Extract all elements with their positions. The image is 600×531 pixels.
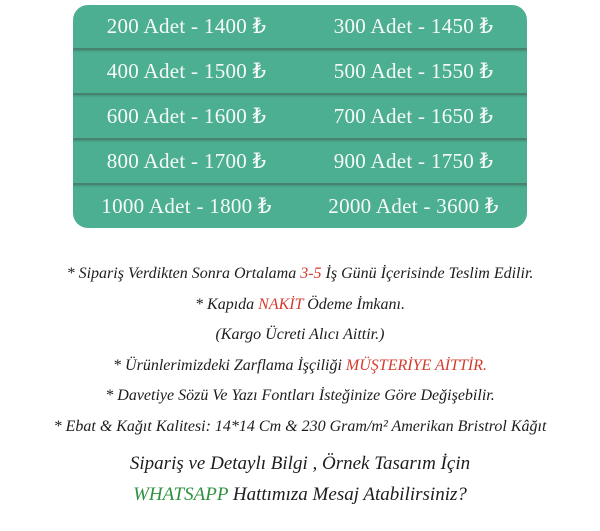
notes-section: [0, 259, 600, 443]
footer-text: Hattımıza Mesaj Atabilirsiniz?: [228, 484, 467, 505]
price-table-row: [73, 138, 527, 183]
price-cell: 900 Adet - 1750 ₺: [333, 149, 494, 173]
price-cell: 2000 Adet - 3600 ₺: [328, 194, 499, 218]
price-cell: 600 Adet - 1600 ₺: [106, 104, 267, 128]
note-highlight-red: NAKİT: [258, 295, 304, 313]
note-highlight-red: MÜŞTERİYE AİTTİR.: [345, 356, 487, 374]
price-table: [73, 5, 527, 228]
price-cell: 300 Adet - 1450 ₺: [333, 14, 494, 38]
note-delivery: [0, 259, 600, 290]
note-payment: [0, 290, 600, 321]
price-cell: 400 Adet - 1500 ₺: [106, 59, 267, 83]
note-text: * Sipariş Verdikten Sonra Ortalama: [66, 265, 301, 282]
note-text: * Ürünlerimizdeki Zarflama İşçiliği: [113, 356, 346, 374]
note-fonts: * Davetiye Sözü Ve Yazı Fontları İsteğinize Göre Değişebilir.: [105, 387, 495, 405]
note-text: Ödeme İmkanı.: [303, 295, 405, 313]
footer-section: [0, 448, 600, 510]
note-text: İş Günü İçerisinde Teslim Edilir.: [321, 265, 534, 282]
price-cell: 700 Adet - 1650 ₺: [333, 104, 494, 128]
note-envelope: [0, 351, 600, 382]
price-cell: 500 Adet - 1550 ₺: [333, 59, 494, 83]
price-table-row: [73, 48, 527, 93]
note-highlight-red: 3-5: [300, 265, 322, 282]
note-shipping: (Kargo Ücreti Alıcı Aittir.): [215, 326, 385, 344]
note-paper: * Ebat & Kağıt Kalitesi: 14*14 Cm & 230 Gram/m² Amerikan Bristrol Kâğıt: [53, 417, 547, 435]
price-table-row: [73, 183, 527, 228]
price-cell: 200 Adet - 1400 ₺: [106, 14, 267, 38]
note-text: * Kapıda: [195, 295, 259, 313]
whatsapp-label: WHATSAPP: [133, 484, 229, 505]
price-cell: 800 Adet - 1700 ₺: [106, 149, 267, 173]
footer-info-line: Sipariş ve Detaylı Bilgi , Örnek Tasarım İçin: [129, 453, 471, 474]
price-table-row: [73, 93, 527, 138]
price-table-row: [73, 5, 527, 48]
footer-whatsapp-line: [0, 479, 600, 510]
price-cell: 1000 Adet - 1800 ₺: [101, 194, 272, 218]
